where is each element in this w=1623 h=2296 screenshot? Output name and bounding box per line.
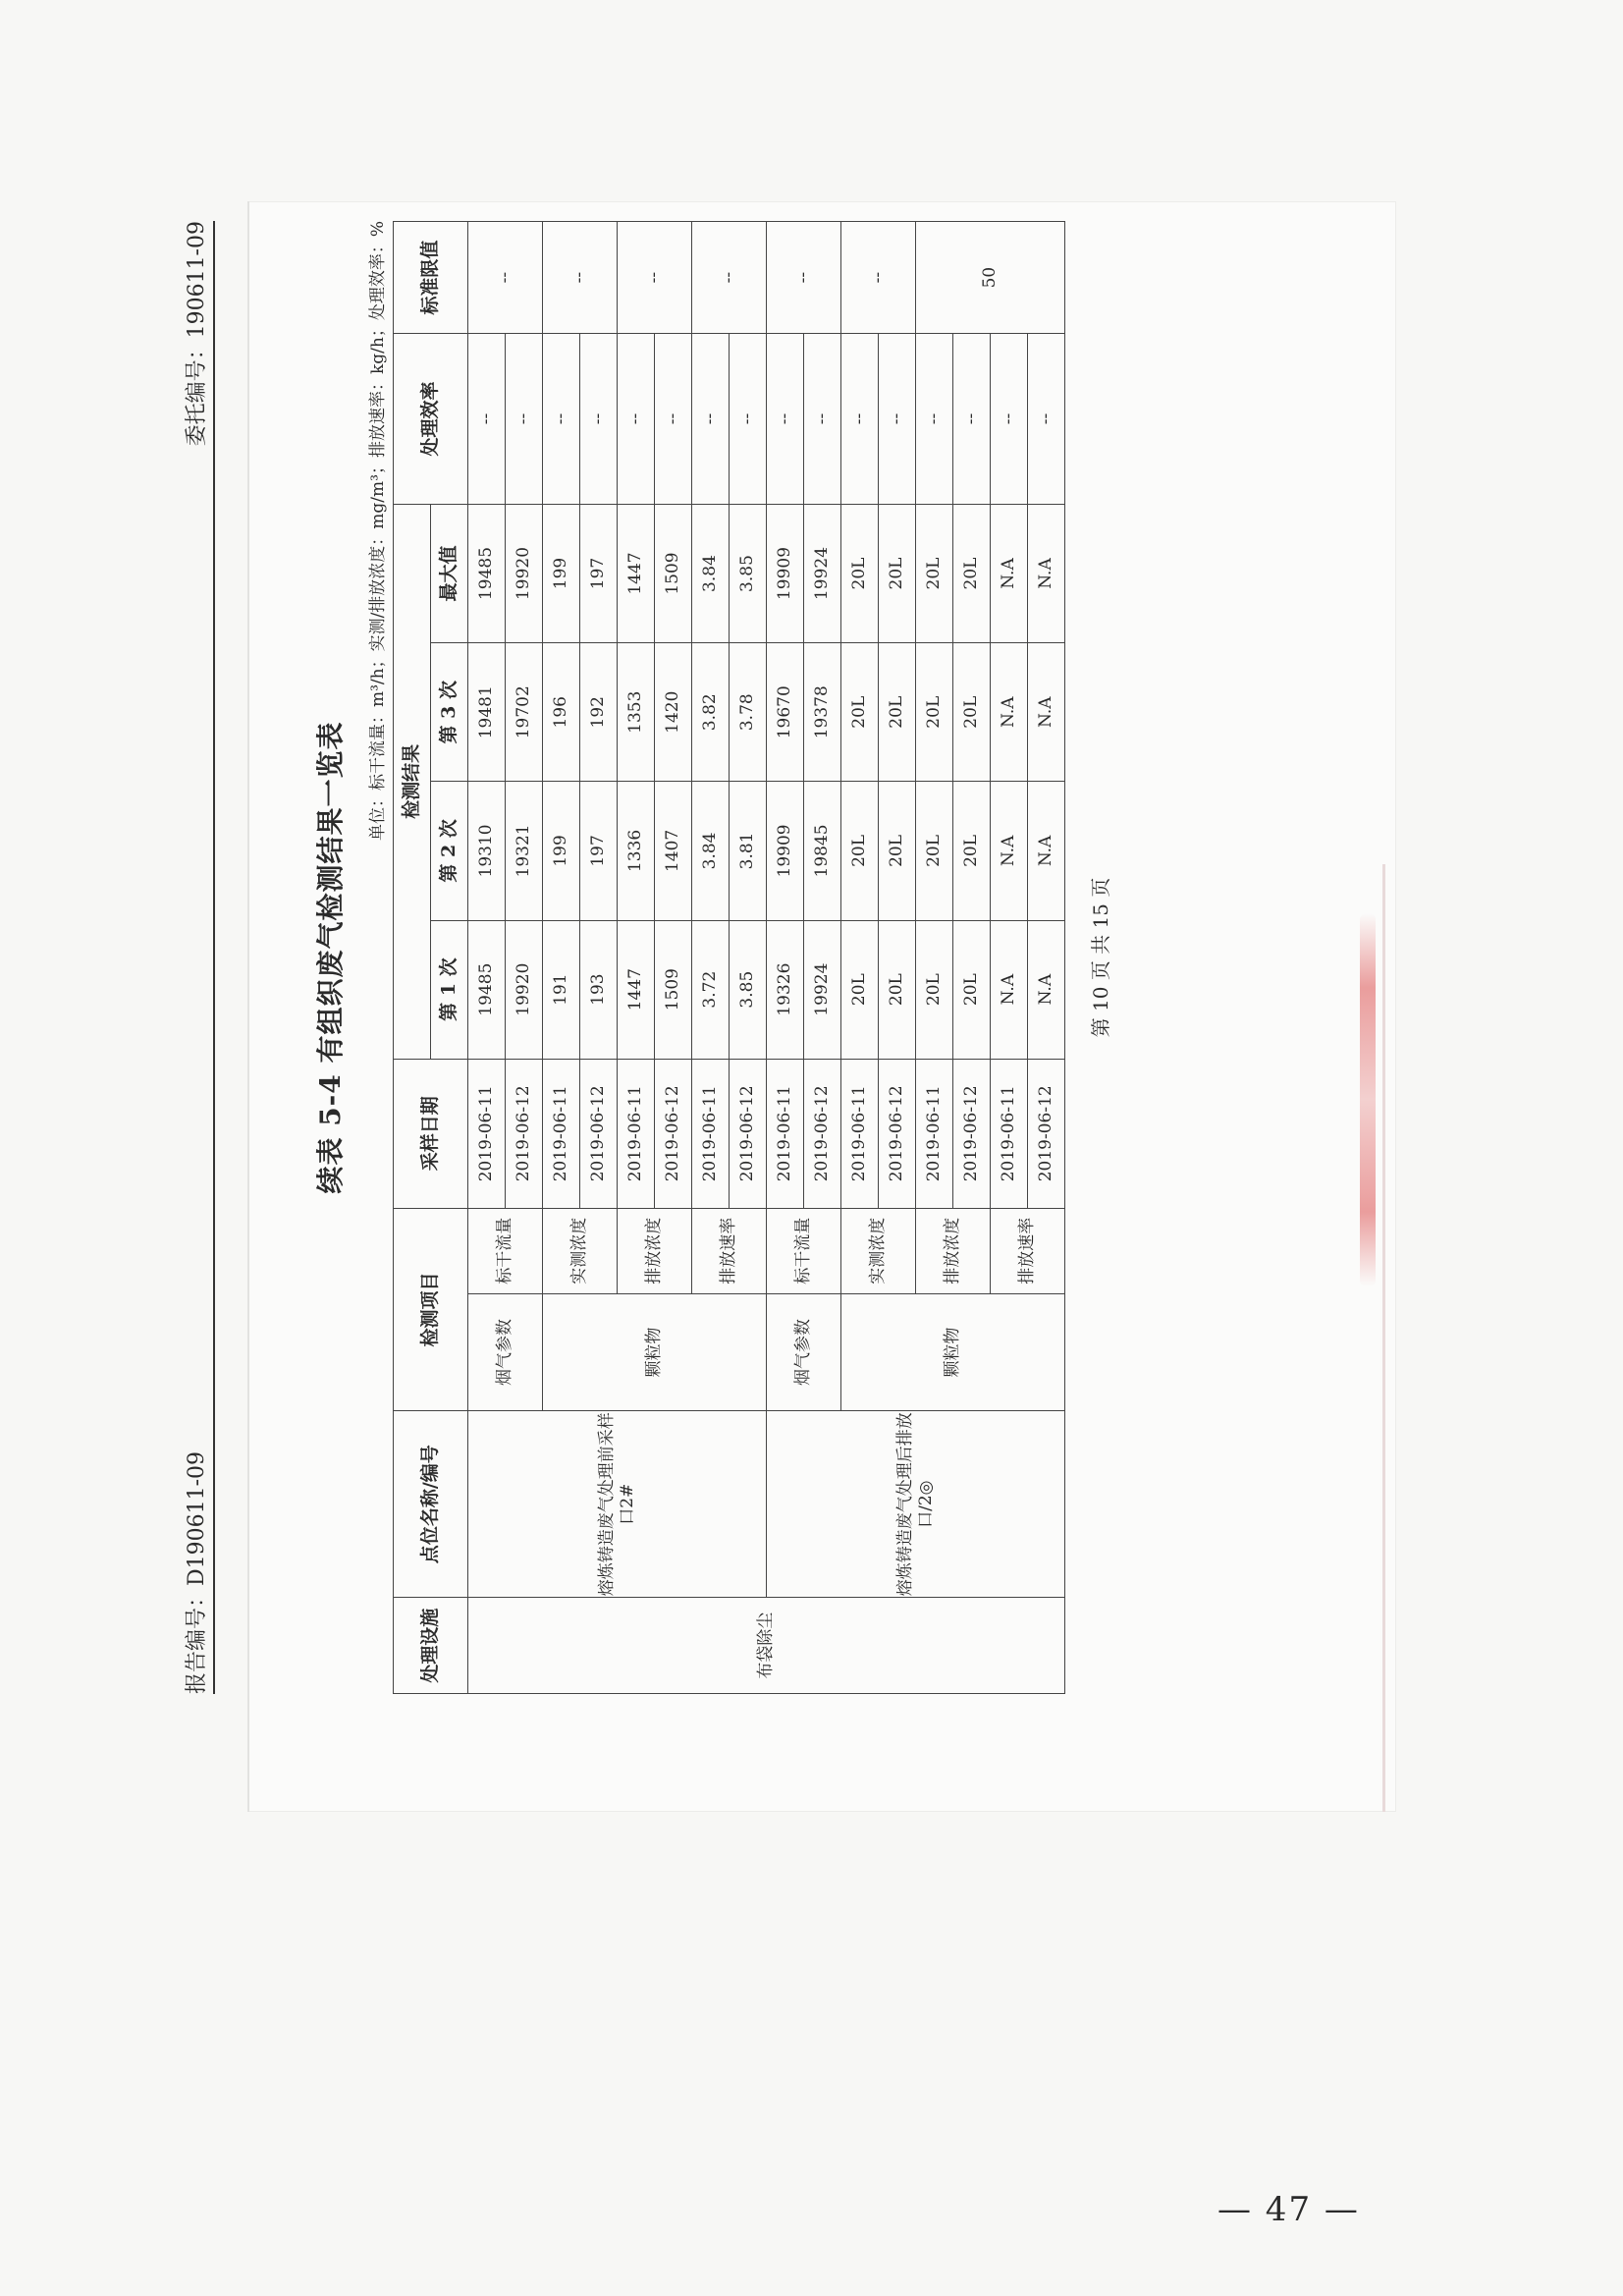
run2-cell: N.A <box>1028 782 1065 920</box>
run1-cell: 19920 <box>506 920 543 1059</box>
scan-edge <box>1382 864 1385 1812</box>
run1-cell: 19485 <box>468 920 506 1059</box>
run2-cell: 19845 <box>804 782 841 920</box>
date-cell: 2019-06-11 <box>841 1059 879 1208</box>
date-cell: 2019-06-11 <box>916 1059 953 1208</box>
run3-cell: N.A <box>1028 643 1065 782</box>
run1-cell: 3.85 <box>730 920 767 1059</box>
header-run-1: 第 1 次 <box>431 920 468 1059</box>
smoke-param-label: 烟气参数 <box>767 1293 841 1410</box>
efficiency-cell: -- <box>580 334 618 505</box>
run2-cell: 199 <box>543 782 580 920</box>
run3-cell: 20L <box>879 643 916 782</box>
max-cell: N.A <box>991 504 1028 642</box>
run2-cell: 19909 <box>767 782 804 920</box>
sub-item: 排放浓度 <box>618 1208 692 1293</box>
run1-cell: 1447 <box>618 920 655 1059</box>
facility-cell: 布袋除尘 <box>468 1598 1065 1694</box>
run3-cell: 3.78 <box>730 643 767 782</box>
run1-cell: N.A <box>991 920 1028 1059</box>
max-cell: N.A <box>1028 504 1065 642</box>
table-title: 续表 5-4 有组织废气检测结果一览表 <box>314 721 347 1194</box>
max-cell: 1447 <box>618 504 655 642</box>
sub-item: 实测浓度 <box>543 1208 618 1293</box>
date-cell: 2019-06-12 <box>879 1059 916 1208</box>
run1-cell: 3.72 <box>692 920 730 1059</box>
run3-cell: 19481 <box>468 643 506 782</box>
run2-cell: 197 <box>580 782 618 920</box>
date-cell: 2019-06-11 <box>991 1059 1028 1208</box>
date-cell: 2019-06-12 <box>953 1059 991 1208</box>
run2-cell: 19310 <box>468 782 506 920</box>
run2-cell: 3.84 <box>692 782 730 920</box>
run3-cell: 1420 <box>655 643 692 782</box>
run1-cell: 1509 <box>655 920 692 1059</box>
run2-cell: 20L <box>953 782 991 920</box>
run3-cell: 3.82 <box>692 643 730 782</box>
standard-cell: -- <box>767 222 841 334</box>
max-cell: 20L <box>953 504 991 642</box>
standard-cell: 50 <box>916 222 1065 334</box>
date-cell: 2019-06-12 <box>580 1059 618 1208</box>
max-cell: 19924 <box>804 504 841 642</box>
run1-cell: N.A <box>1028 920 1065 1059</box>
efficiency-cell: -- <box>804 334 841 505</box>
efficiency-cell: -- <box>953 334 991 505</box>
run2-cell: 1336 <box>618 782 655 920</box>
date-cell: 2019-06-11 <box>543 1059 580 1208</box>
sub-item: 实测浓度 <box>841 1208 916 1293</box>
smoke-param-label: 烟气参数 <box>468 1293 543 1410</box>
run3-cell: 1353 <box>618 643 655 782</box>
standard-cell: -- <box>468 222 543 334</box>
run1-cell: 193 <box>580 920 618 1059</box>
sub-item: 排放速率 <box>991 1208 1065 1293</box>
max-cell: 20L <box>916 504 953 642</box>
sub-item: 标干流量 <box>767 1208 841 1293</box>
run1-cell: 20L <box>879 920 916 1059</box>
efficiency-cell: -- <box>991 334 1028 505</box>
date-cell: 2019-06-11 <box>692 1059 730 1208</box>
sub-item: 排放浓度 <box>916 1208 991 1293</box>
efficiency-cell: -- <box>655 334 692 505</box>
particulate-label: 颗粒物 <box>841 1293 1065 1410</box>
run3-cell: 19378 <box>804 643 841 782</box>
point-cell: 熔炼铸造废气处理后排放口/2◎ <box>767 1411 1065 1598</box>
sub-item: 标干流量 <box>468 1208 543 1293</box>
efficiency-cell: -- <box>1028 334 1065 505</box>
efficiency-cell: -- <box>879 334 916 505</box>
units-note: 单位：标干流量：m³/h；实测/排放浓度：mg/m³；排放速率：kg/h；处理效率：% <box>368 221 388 842</box>
run1-cell: 20L <box>953 920 991 1059</box>
date-cell: 2019-06-11 <box>767 1059 804 1208</box>
efficiency-cell: -- <box>730 334 767 505</box>
run1-cell: 20L <box>841 920 879 1059</box>
sub-item: 排放速率 <box>692 1208 767 1293</box>
date-cell: 2019-06-11 <box>618 1059 655 1208</box>
results-table <box>393 221 1065 1694</box>
run3-cell: N.A <box>991 643 1028 782</box>
efficiency-cell: -- <box>916 334 953 505</box>
header-standard: 标准限值 <box>394 222 468 334</box>
red-seal-stamp <box>1360 913 1376 1286</box>
header-date: 采样日期 <box>394 1059 468 1208</box>
particulate-label: 颗粒物 <box>543 1293 767 1410</box>
date-cell: 2019-06-11 <box>468 1059 506 1208</box>
run3-cell: 20L <box>953 643 991 782</box>
efficiency-cell: -- <box>543 334 580 505</box>
run3-cell: 196 <box>543 643 580 782</box>
header-efficiency: 处理效率 <box>394 334 468 505</box>
header-point: 点位名称/编号 <box>394 1411 468 1598</box>
header-divider <box>213 221 215 1694</box>
header-results: 检测结果 <box>394 504 431 1059</box>
run2-cell: 1407 <box>655 782 692 920</box>
standard-cell: -- <box>618 222 692 334</box>
run2-cell: 20L <box>879 782 916 920</box>
header-run-2: 第 2 次 <box>431 782 468 920</box>
date-cell: 2019-06-12 <box>1028 1059 1065 1208</box>
document-page-number: — 47 — <box>1217 2190 1360 2229</box>
max-cell: 3.85 <box>730 504 767 642</box>
run1-cell: 20L <box>916 920 953 1059</box>
efficiency-cell: -- <box>841 334 879 505</box>
max-cell: 20L <box>841 504 879 642</box>
efficiency-cell: -- <box>767 334 804 505</box>
max-cell: 1509 <box>655 504 692 642</box>
max-cell: 19909 <box>767 504 804 642</box>
max-cell: 3.84 <box>692 504 730 642</box>
header-max: 最大值 <box>431 504 468 642</box>
standard-cell: -- <box>692 222 767 334</box>
standard-cell: -- <box>543 222 618 334</box>
date-cell: 2019-06-12 <box>655 1059 692 1208</box>
max-cell: 197 <box>580 504 618 642</box>
rotated-report-page <box>162 221 1144 1694</box>
run3-cell: 19670 <box>767 643 804 782</box>
run2-cell: 19321 <box>506 782 543 920</box>
commission-number: 委托编号：190611-09 <box>185 221 209 447</box>
efficiency-cell: -- <box>692 334 730 505</box>
run2-cell: N.A <box>991 782 1028 920</box>
header-item: 检测项目 <box>394 1208 468 1410</box>
standard-cell: -- <box>841 222 916 334</box>
date-cell: 2019-06-12 <box>730 1059 767 1208</box>
date-cell: 2019-06-12 <box>804 1059 841 1208</box>
point-cell: 熔炼铸造废气处理前采样口2# <box>468 1411 767 1598</box>
max-cell: 19920 <box>506 504 543 642</box>
run1-cell: 19326 <box>767 920 804 1059</box>
report-number: 报告编号：D190611-09 <box>185 1450 209 1694</box>
date-cell: 2019-06-12 <box>506 1059 543 1208</box>
run2-cell: 20L <box>916 782 953 920</box>
efficiency-cell: -- <box>506 334 543 505</box>
header-facility: 处理设施 <box>394 1598 468 1694</box>
run1-cell: 19924 <box>804 920 841 1059</box>
run1-cell: 191 <box>543 920 580 1059</box>
run3-cell: 20L <box>841 643 879 782</box>
run3-cell: 19702 <box>506 643 543 782</box>
header-run-3: 第 3 次 <box>431 643 468 782</box>
run2-cell: 3.81 <box>730 782 767 920</box>
run3-cell: 192 <box>580 643 618 782</box>
efficiency-cell: -- <box>468 334 506 505</box>
efficiency-cell: -- <box>618 334 655 505</box>
max-cell: 19485 <box>468 504 506 642</box>
max-cell: 20L <box>879 504 916 642</box>
run2-cell: 20L <box>841 782 879 920</box>
page-footer: 第 10 页 共 15 页 <box>1089 877 1112 1038</box>
max-cell: 199 <box>543 504 580 642</box>
run3-cell: 20L <box>916 643 953 782</box>
